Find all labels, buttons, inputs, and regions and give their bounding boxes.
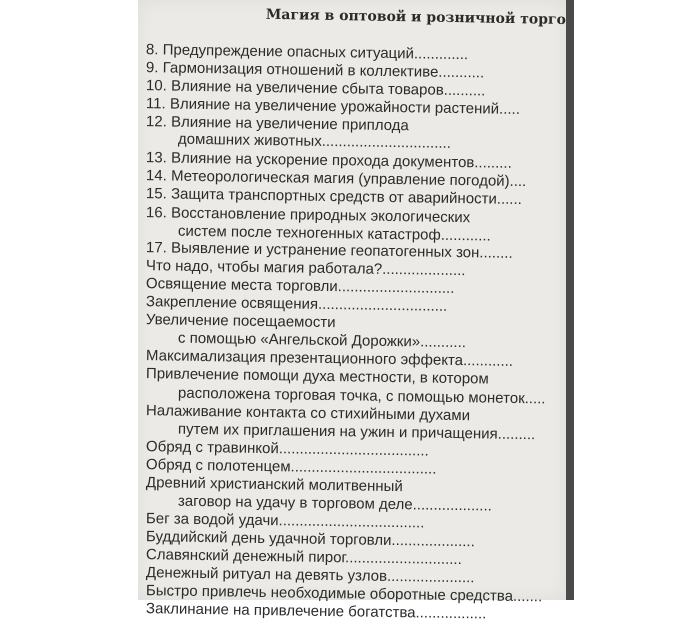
toc-item-text: заговор на удачу в торговом деле................... [177,492,493,515]
toc-item-text: Древний христианский молитвенный [145,474,403,496]
toc-item-text: Обряд с полотенцем................................... [145,456,437,478]
book-page [138,0,566,623]
running-header: Магия в оптовой и розничной торго [265,6,566,28]
toc-item-text: Обряд с травинкой.................................... [145,438,429,460]
toc-item-text: домашних животных............................... [177,130,452,152]
toc-item-text: 16. Восстановление природных экологических [145,204,471,227]
toc-item-text: Буддийский день удачной торговли.................... [145,528,475,551]
toc-item-text: 17. Выявление и устранение геопатогенных зон........ [145,239,513,262]
toc-item-text: 12. Влияние на увеличение приплода [145,113,409,135]
toc-item-text: Заклинание на привлечение богатства................. [145,600,487,623]
toc-item-text: 13. Влияние на ускорение прохода документов......... [145,149,512,172]
toc-item-text: Что надо, чтобы магия работала?.................... [145,257,466,280]
toc-item-text: систем после техногенных катастроф............ [177,222,491,245]
toc-item-text: 10. Влияние на увеличение сбыта товаров.......... [145,77,486,100]
toc-item-text: Закрепление освящения............................... [145,293,448,315]
toc-item-text: 9. Гармонизация отношений в коллективе........... [145,59,485,82]
book-cover-edge [566,0,574,600]
table-of-contents [138,0,566,623]
toc-item-text: путем их приглашения на ужин и причащения......... [177,420,536,444]
toc-item-text: Денежный ритуал на девять узлов..................... [145,564,475,587]
toc-item-text: с помощью «Ангельской Дорожки»........... [177,329,467,352]
toc-item-text: Быстро привлечь необходимые оборотные средства....... [145,582,543,606]
toc-item-text: 8. Предупреждение опасных ситуаций............. [145,41,469,64]
toc-item-text: 14. Метеорологическая магия (управление погодой).... [145,167,527,191]
toc-item-text: Увеличение посещаемости [145,311,336,332]
toc-item-text: Бег за водой удачи................................... [145,510,425,532]
toc-item-text: Максимализация презентационного эффекта............ [145,347,514,370]
toc-item-text: расположена торговая точка, с помощью монеток..... [177,384,546,408]
toc-item-text: 11. Влияние на увеличение урожайности растений..... [145,95,521,118]
toc-item-text: Славянский денежный пирог............................ [145,546,462,569]
toc-item-text: Налаживание контакта со стихийными духами [145,402,471,425]
toc-item-text: Освящение места торговли............................ [145,275,455,297]
toc-item-text: Привлечение помощи духа местности, в котором [145,365,489,388]
toc-item-text: 15. Защита транспортных средств от аварийности...... [145,185,523,209]
